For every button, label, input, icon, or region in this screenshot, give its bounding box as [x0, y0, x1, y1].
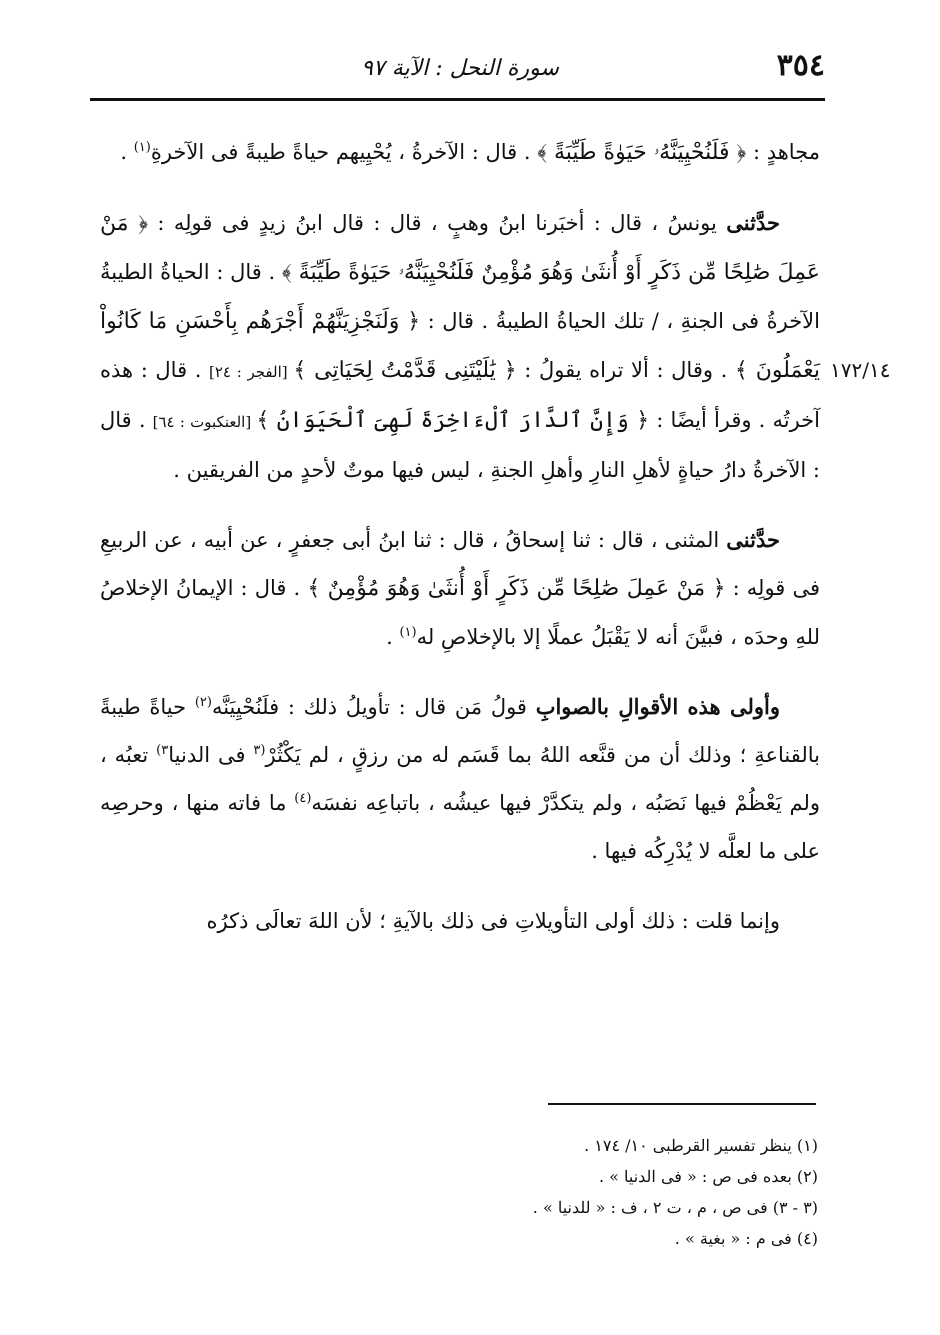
text-run: . وقال : ألا تراه يقولُ :: [516, 358, 735, 382]
paragraph-4: [100, 683, 820, 875]
quran-quote: ﴿ يَٰلَيْتَنِى قَدَّمْتُ لِحَيَاتِى ﴾: [293, 358, 517, 383]
main-text: [100, 128, 820, 967]
text-run: وإنما قلت : ذلك أولى التأويلاتِ فى ذلك بالآيةِ ؛ لأن اللهَ تعالَى ذكرُه: [206, 909, 780, 933]
paragraph-lead: حدَّثنى: [726, 527, 780, 552]
text-run: يونسُ ، قال : أخبَرنا ابنُ وهبٍ ، قال : قال ابنُ زيدٍ فى قولِه :: [148, 211, 727, 235]
footnote-marker: (٢): [194, 695, 212, 710]
paragraph-lead: وأولى هذه الأقوالِ بالصوابِ: [535, 694, 780, 719]
surah-reference: [العنكبوت : ٦٤]: [152, 413, 257, 431]
running-title: سورة النحل : الآية ٩٧: [361, 56, 559, 81]
footnote-4: (٤) فى م : « بغية » .: [674, 1229, 818, 1248]
footnote-1: (١) ينظر تفسير القرطبى ١٠/ ١٧٤ .: [584, 1136, 818, 1155]
quran-quote: ﴿ وَلَنَجْزِيَنَّهُمْ أَجْرَهُم بِأَحْسَنِ مَا كَانُواْ يَعْمَلُونَ ﴾: [100, 309, 821, 383]
quran-quote: ﴿ وَإِنَّ ٱلدَّارَ ٱلْءَاخِرَةَ لَهِىَ ٱلْحَيَوَانُ ﴾: [256, 408, 650, 433]
text-run: .: [386, 625, 400, 649]
paragraph-lead: حدَّثنى: [726, 210, 780, 235]
text-run: . قال : الآخرةُ ، يُحْيِيهم حياةً طيبةً فى الآخرةِ: [150, 140, 538, 164]
text-run: تعبُه ، ولم يَعْظُمْ فيها نَصَبُه ، ولم يتكدَّرْ فيها عيشُه ، باتباعِه نفسَه: [100, 743, 820, 815]
quran-quote: ﴿ مَنْ عَمِلَ صَٰلِحًا مِّن ذَكَرٍ أَوْ أُنثَىٰ وَهُوَ مُؤْمِنٌ ﴾: [307, 576, 726, 601]
text-run: . قال : الحياةُ الطيبةُ الآخرةُ فى الجنةِ ، / تلك الحياةُ الطيبةُ . قال :: [100, 260, 820, 333]
text-run: حياةً طيبةً بالقناعةِ ؛ وذلك أن من قنَّعه اللهُ بما قَسَم له من رزقٍ ، لم يَكْثُرْ: [100, 695, 821, 767]
text-run: .: [120, 140, 134, 164]
page-number: ٣٥٤: [776, 48, 825, 83]
quran-quote: ﴿ مَنْ عَمِلَ صَٰلِحًا مِّن ذَكَرٍ أَوْ أُنثَىٰ وَهُوَ مُؤْمِنٌ فَلَنُحْيِيَنَّهُۥ حَيَوٰةً طَيِّبَةً ﴾: [100, 211, 820, 285]
text-run: فى الدنيا: [168, 743, 254, 767]
page-header: [90, 40, 825, 101]
footnote-marker: ٣): [156, 743, 169, 758]
footnotes: [400, 1130, 818, 1254]
paragraph-3: [100, 516, 820, 661]
text-run: مجاهدٍ :: [746, 140, 820, 164]
text-run: ما فاته منها ، وحرصِه على ما لعلَّه لا يُدْرِكُه فيها .: [100, 791, 820, 863]
footnote-3: (٣ - ٣) فى ص ، م ، ت ٢ ، ف : « للدنيا » .: [532, 1198, 818, 1217]
text-run: المثنى ، قال : ثنا إسحاقُ ، قال : ثنا ابنُ أبى جعفرٍ ، عن أبيه ، عن الربيعِ فى قولِه :: [100, 528, 820, 600]
footnote-marker: (١): [133, 140, 151, 155]
quran-quote: ﴿ فَلَنُحْيِيَنَّهُۥ حَيَوٰةً طَيِّبَةً ﴾: [537, 140, 747, 165]
footnote-divider: [548, 1103, 816, 1105]
text-run: . قال : الآخرةُ دارُ حياةٍ لأهلِ النارِ وأهلِ الجنةِ ، ليس فيها موتٌ لأحدٍ من الفريقين .: [100, 408, 820, 482]
paragraph-2: [100, 199, 820, 494]
footnote-2: (٢) بعده فى ص : « فى الدنيا » .: [598, 1167, 818, 1186]
paragraph-1: [100, 128, 820, 177]
footnote-marker: (١): [399, 625, 417, 640]
text-run: . قال : الإيمانُ الإخلاصُ للهِ وحدَه ، فبيَّنَ أنه لا يَقْبَلُ عملًا إلا بالإخلاصِ له: [100, 576, 820, 649]
text-run: قولُ مَن قال : تأويلُ ذلك : فلَنُحْيِيَنَّه: [211, 695, 536, 719]
text-run: . قال : هذه آخرتُه . وقرأ أيضًا :: [100, 358, 820, 432]
surah-reference: [الفجر : ٢٤]: [209, 363, 294, 381]
paragraph-5: [100, 897, 820, 945]
footnote-marker: (٣: [253, 743, 266, 758]
footnote-marker: (٤): [294, 791, 312, 806]
margin-reference: ١٧٢/١٤: [830, 358, 891, 382]
